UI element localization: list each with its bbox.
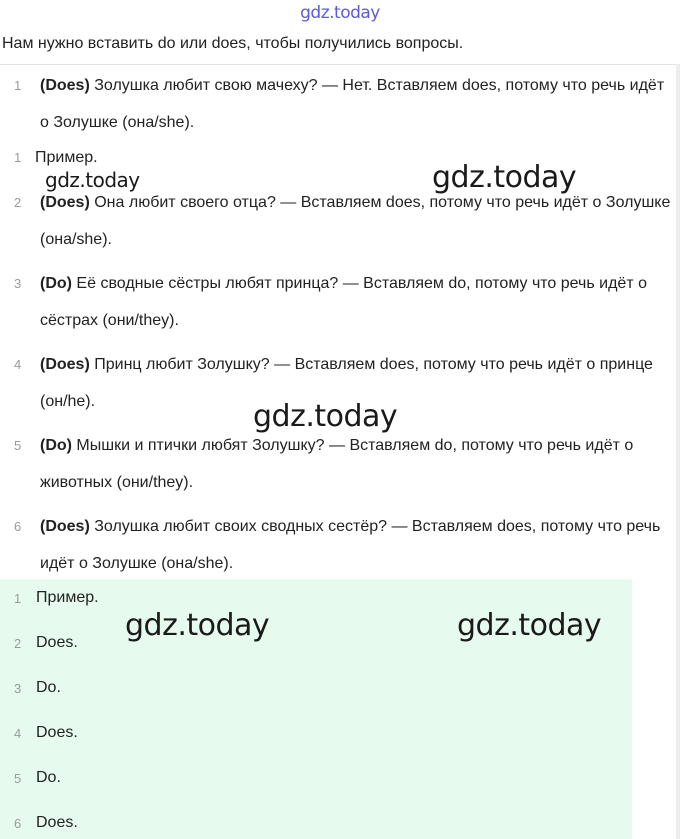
answer-number: 3 bbox=[14, 681, 22, 696]
answer-text: Does. bbox=[36, 634, 78, 651]
item-text: Золушка любит своих сводных сестёр? — Вставляем does, потому что речь идёт о Золушке (она/she). bbox=[40, 518, 661, 572]
item-answer: (Do) bbox=[40, 437, 72, 454]
list-item bbox=[0, 67, 672, 141]
item-number: 4 bbox=[14, 357, 22, 372]
watermark: gdz.today bbox=[253, 399, 398, 434]
item-text: Она любит своего отца? — Вставляем does, потому что речь идёт о Золушке (она/she). bbox=[40, 194, 671, 248]
answer-number: 6 bbox=[14, 816, 22, 831]
answer-number: 1 bbox=[14, 591, 22, 606]
item-answer: (Does) bbox=[40, 77, 90, 94]
answer-text: Does. bbox=[36, 724, 78, 741]
watermark: gdz.today bbox=[457, 608, 602, 643]
watermark: gdz.today bbox=[45, 168, 140, 192]
answer-text: Do. bbox=[36, 679, 61, 696]
item-answer: (Does) bbox=[40, 194, 90, 211]
site-logo[interactable]: gdz.today bbox=[300, 3, 380, 23]
item-answer: (Do) bbox=[40, 275, 72, 292]
item-number: 3 bbox=[14, 276, 22, 291]
watermark: gdz.today bbox=[125, 608, 270, 643]
item-answer: (Does) bbox=[40, 356, 90, 373]
item-text: Мышки и птички любят Золушку? — Вставляем do, потому что речь идёт о животных (они/they). bbox=[40, 437, 634, 491]
item-number: 5 bbox=[14, 438, 22, 453]
answer-text: Пример. bbox=[36, 589, 99, 606]
item-text: Золушка любит свою мачеху? — Нет. Вставляем does, потому что речь идёт о Золушке (она/she). bbox=[40, 77, 665, 131]
item-number: 1 bbox=[14, 150, 22, 165]
answer-number: 5 bbox=[14, 771, 22, 786]
item-text: Пример. bbox=[35, 149, 98, 166]
item-number: 1 bbox=[14, 78, 22, 93]
item-number: 6 bbox=[14, 519, 22, 534]
item-answer: (Does) bbox=[40, 518, 90, 535]
list-item bbox=[0, 427, 672, 501]
watermark: gdz.today bbox=[432, 160, 577, 195]
list-item bbox=[0, 508, 672, 582]
list-item bbox=[0, 184, 672, 258]
answer-number: 4 bbox=[14, 726, 22, 741]
item-text: Её сводные сёстры любят принца? — Вставляем do, потому что речь идёт о сёстрах (они/they). bbox=[40, 275, 647, 329]
scrollbar-track[interactable] bbox=[676, 64, 680, 839]
item-number: 2 bbox=[14, 195, 22, 210]
item-text: Принц любит Золушку? — Вставляем does, потому что речь идёт о принце (он/he). bbox=[40, 356, 653, 410]
answer-number: 2 bbox=[14, 636, 22, 651]
intro-text: Нам нужно вставить do или does, чтобы получились вопросы. bbox=[2, 35, 464, 52]
divider bbox=[0, 64, 678, 65]
list-item bbox=[0, 265, 672, 339]
answer-text: Does. bbox=[36, 814, 78, 831]
answer-text: Do. bbox=[36, 769, 61, 786]
